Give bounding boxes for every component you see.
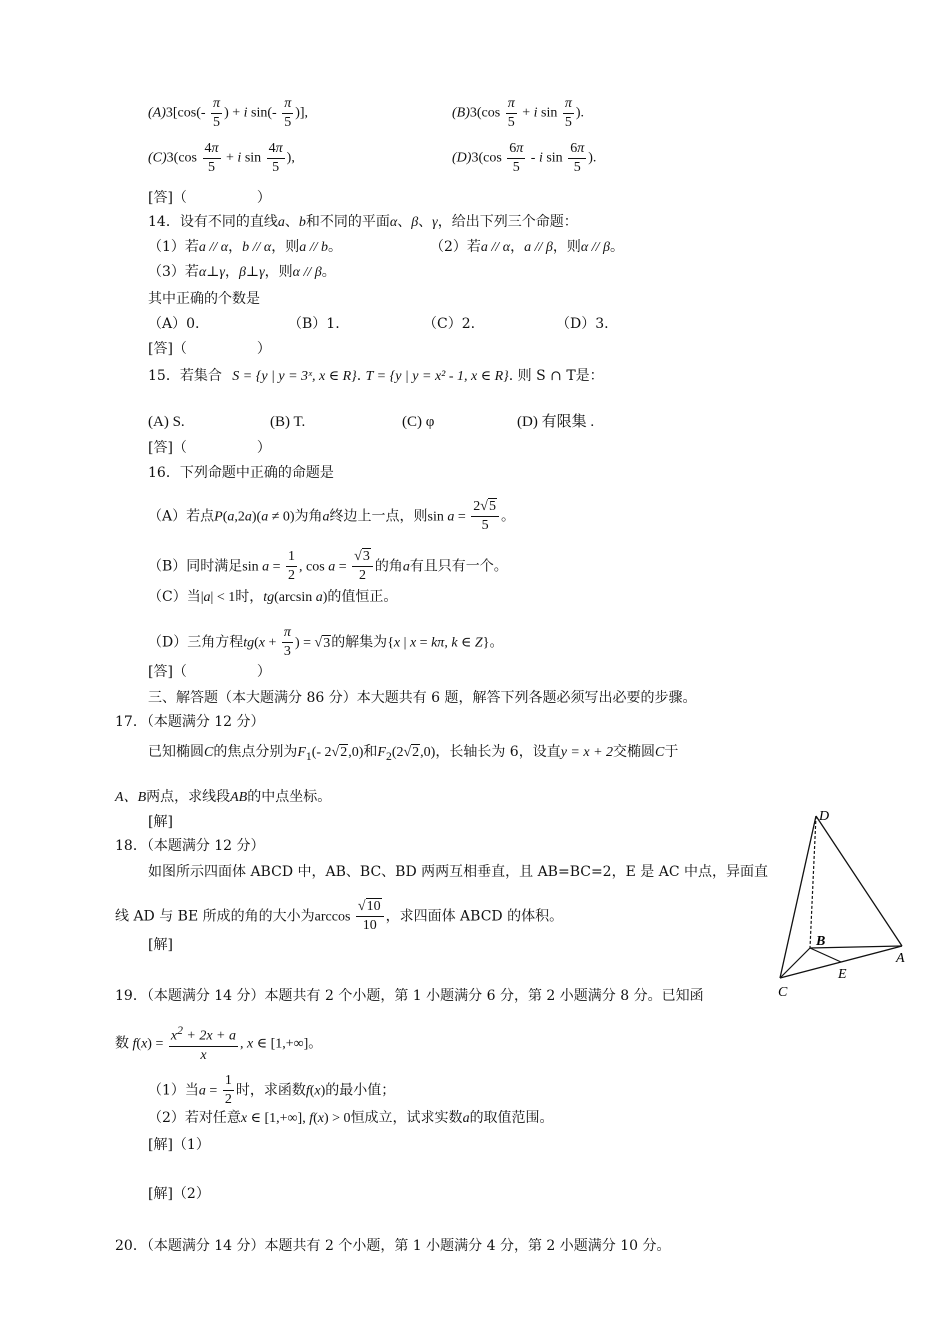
q17-heading: 17．（本题满分 12 分） (115, 714, 265, 730)
q15-stem: 15．若集合 S = {y | y = 3ˣ, x ∈ R}. T = {y | y = x² - 1, x ∈ R}. 则 S ∩ T是： (148, 368, 604, 384)
q13-option-c: (C)3(cos $\frac{4\pi}{5}$ + i sin $\frac{4\pi}{5}$ ), (148, 141, 295, 175)
vertex-label-e: E (838, 967, 847, 982)
tetrahedron-figure (770, 806, 910, 1006)
q15-option-b: (B) T. (270, 414, 306, 430)
vertex-label-d: D (819, 809, 830, 824)
q18-solution-label: [解] (148, 937, 173, 953)
q19-subquestion-2: （2）若对任意x ∈ [1,+∞], f(x) > 0恒成立，试求实数a的取值范围。 (148, 1110, 554, 1126)
q14-proposition-1: （1）若a // α，b // α，则a // b。 (148, 239, 342, 255)
q15-answer: [答]（ ） (148, 440, 271, 456)
q19-line-2: 数 f(x) = $\frac{x^2 + 2x + a}{x}$ , x ∈ [1,+∞]。 (115, 1024, 323, 1063)
q13-answer: [答]（ ） (148, 190, 271, 206)
q14-stem: 14．设有不同的直线a、b和不同的平面α、β、γ，给出下列三个命题： (148, 214, 578, 230)
q16-option-b: （B）同时满足sin a = $\frac{1}{2}$ , cos a = $\frac{√3}{2}$ 的角a有且只有一个。 (148, 549, 508, 583)
q14-option-d: （D）3. (556, 316, 609, 332)
q18-line-1: 如图所示四面体 ABCD 中，AB、BC、BD 两两互相垂直，且 AB=BC=2，E 是 AC 中点，异面直 (148, 864, 768, 880)
q13-option-b: (B)3(cos $\frac{\pi}{5}$ + i sin $\frac{\pi}{5}$ ). (452, 96, 585, 130)
vertex-label-b: B (816, 934, 826, 949)
q16-stem: 16．下列命题中正确的命题是 (148, 465, 334, 481)
q20-line-1: 20．（本题满分 14 分）本题共有 2 个小题，第 1 小题满分 4 分，第 2 小题满分 10 分。 (115, 1238, 671, 1254)
vertex-label-c: C (778, 985, 788, 1000)
q15-option-c: (C) φ (402, 414, 435, 430)
q13-option-a: (A)3[cos(- $\frac{\pi}{5}$ ) + i sin(- $\frac{\pi}{5}$ )], (148, 96, 309, 130)
q19-solution-1-label: [解]（1） (148, 1137, 210, 1153)
vertex-label-a: A (896, 951, 905, 966)
q14-proposition-2: （2）若a // α，a // β，则α // β。 (430, 239, 624, 255)
q19-line-1: 19．（本题满分 14 分）本题共有 2 个小题，第 1 小题满分 6 分，第 2 小题满分 8 分。已知函 (115, 988, 704, 1004)
q16-option-c: （C）当|a| < 1时，tg(arcsin a)的值恒正。 (148, 589, 398, 605)
q16-option-a: （A）若点P(a,2a)(a ≠ 0)为角a终边上一点，则sin a = $\frac{2√5}{5}$ 。 (148, 499, 515, 533)
q14-answer: [答]（ ） (148, 341, 271, 357)
q15-set-s: S = {y | y = 3ˣ, x ∈ R} (232, 369, 357, 384)
q13-option-d: (D)3(cos $\frac{6\pi}{5}$ - i sin $\frac{6\pi}{5}$ ). (452, 141, 597, 175)
q18-heading: 18．（本题满分 12 分） (115, 838, 265, 854)
q14-option-b: （B）1. (288, 316, 340, 332)
q19-subquestion-1: （1）当a = $\frac{1}{2}$ 时，求函数f(x)的最小值； (148, 1073, 396, 1107)
q15-set-t: T = {y | y = x² - 1, x ∈ R} (365, 369, 509, 384)
q15-option-d: (D) 有限集 . (517, 414, 595, 430)
q18-line-2: 线 AD 与 BE 所成的角的大小为arccos $\frac{√10}{10}$ ，求四面体 ABCD 的体积。 (115, 899, 564, 933)
section-3-heading: 三、解答题（本大题满分 86 分）本大题共有 6 题，解答下列各题必须写出必要的步骤。 (148, 690, 697, 706)
q15-option-a: (A) S. (148, 414, 185, 430)
q14-option-c: （C）2. (423, 316, 476, 332)
q16-answer: [答]（ ） (148, 664, 271, 680)
q15-then: 则 S ∩ T (517, 368, 576, 384)
q17-solution-label: [解] (148, 814, 173, 830)
q19-solution-2-label: [解]（2） (148, 1186, 210, 1202)
q14-proposition-3: （3）若α⊥γ，β⊥γ，则α // β。 (148, 264, 336, 280)
q16-option-d: （D）三角方程tg(x + $\frac{\pi}{3}$ ) = √3的解集为{x | x = kπ, k ∈ Z}。 (148, 625, 504, 659)
q14-option-a: （A）0. (148, 316, 200, 332)
q17-line-1: 已知椭圆C的焦点分别为$F_1(-$ 2√2,0)和$F_2(2√2,0)$，长轴长为 6，设直y = x + 2交椭圆C于 (148, 744, 679, 763)
q17-line-2: A、B两点，求线段AB的中点坐标。 (115, 789, 332, 805)
q14-question: 其中正确的个数是 (148, 291, 260, 307)
